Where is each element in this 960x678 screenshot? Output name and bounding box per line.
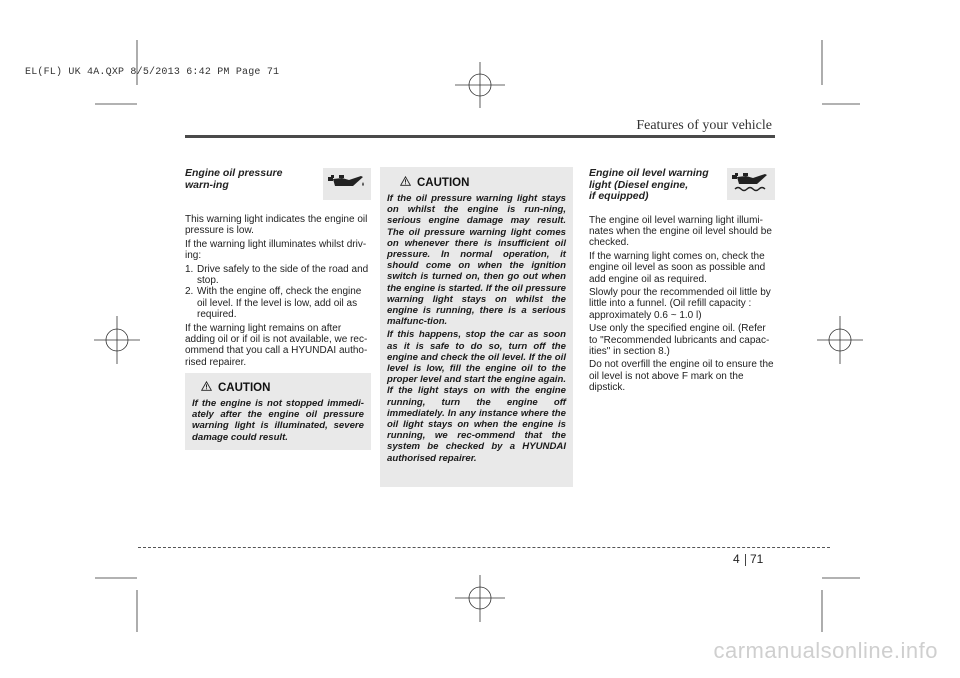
warning-triangle-icon [400,176,411,189]
page-number: 71 [750,552,764,566]
print-slug: EL(FL) UK 4A.QXP 8/5/2013 6:42 PM Page 71 [25,67,280,78]
oil-level-para5: Do not overfill the engine oil to ensure the oil level is not above F mark on the dipstick. [589,359,774,394]
watermark: carmanualsonline.info [713,638,938,663]
right-column [589,168,775,396]
caution-box-middle [380,167,573,487]
caution-text: If the engine is not stopped immedi-ately after the engine oil pressure warning light is illuminated, severe damage could result. [192,398,364,443]
left-column [185,168,371,370]
oil-can-icon [327,172,367,195]
page-number-separator [745,554,746,566]
footer-rule [138,547,830,548]
oil-pressure-para2: If the warning light illuminates whilst driv-ing: [185,238,367,262]
header-rule [185,135,775,138]
registration-mark-bottom [455,575,505,622]
caution-title: CAUTION [417,176,470,189]
page-header-title: Features of your vehicle [636,118,772,133]
oil-level-para2: If the warning light comes on, check the engine oil level as soon as possible and add engine oil as required. [589,250,766,285]
caution-paragraph: If this happens, stop the car as soon as it is safe to do so, turn off the engine and check the oil level. If the oil level is low, fill the engine oil to the proper level and start the engine again. If the light stays on with the engine running, turn the engine off immediately. In any instance where the oil light stays on when the engine is running, we rec-ommend that the system be checked by a HYUNDAI authorised repairer. [387,329,566,464]
warning-triangle-icon [201,381,212,394]
oil-level-para3: Slowly pour the recommended oil little by little into a funnel. (Oil refill capacity : approximately 0.6 ~ 1.0 l) [589,286,771,321]
oil-level-para1: The engine oil level warning light illumi-nates when the engine oil level should be checked. [589,214,772,249]
registration-mark-top [455,62,505,108]
list-item: 2. With the engine off, check the engine oil level. If the level is low, add oil as required. [185,286,362,321]
oil-level-heading: Engine oil level warning light (Diesel engine, if equipped) [589,167,709,202]
registration-mark-left [94,316,140,364]
oil-pressure-para1: This warning light indicates the engine oil pressure is low. [185,214,368,237]
oil-pressure-para3: If the warning light remains on after adding oil or if oil is not available, we rec-ommend that you call a HYUNDAI autho-rised repairer. [185,322,368,368]
section-number: 4 [733,552,740,566]
oil-pressure-steps [185,264,371,321]
caution-paragraph: If the oil pressure warning light stays on whilst the engine is run-ning, serious engine damage may result. The oil pressure warning light comes on whenever there is insufficient oil pressure. In normal operation, it should come on when the ignition switch is turned on, then go out when the engine is started. If the oil pressure warning light stays on whilst the engine is running, there is a serious malfunc-tion. [387,193,566,328]
caution-box-left [185,373,371,450]
oil-pressure-heading: Engine oil pressure warn-ing [185,167,283,191]
oil-level-icon [731,171,771,196]
list-item: 1. Drive safely to the side of the road and stop. [185,263,369,287]
oil-level-para4: Use only the specified engine oil. (Refer to "Recommended lubricants and capac-ities" in section 8.) [589,323,770,357]
registration-mark-right [817,316,863,364]
caution-title: CAUTION [218,381,271,394]
oil-level-icon-box [727,168,775,200]
oil-pressure-icon-box [323,168,371,200]
